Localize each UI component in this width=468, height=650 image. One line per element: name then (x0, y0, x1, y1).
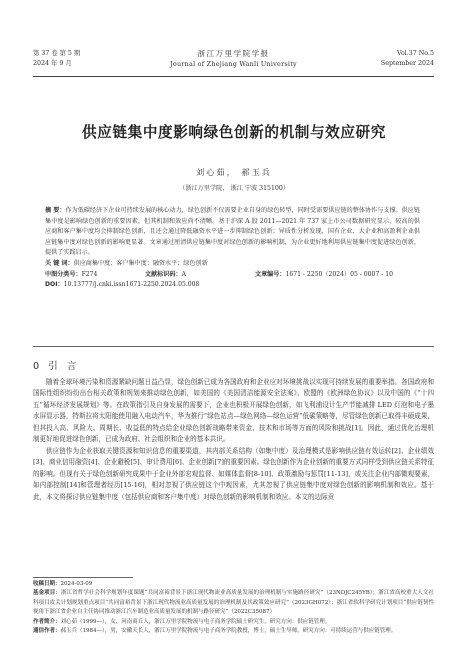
doi-value: 10.13777/j.cnki.issn1671-2250.2024.05.008 (63, 281, 200, 289)
fund-info (33, 589, 434, 617)
received-label: 收稿日期： (33, 581, 61, 587)
abstract (45, 206, 420, 259)
section-heading-introduction: 0 引 言 (33, 361, 80, 372)
doi (45, 280, 420, 291)
fund-value: 浙江省哲学社会科学规划年度课题“共同富裕背景下浙江现代物流业高质量发展的治理机制与实施路径研究”（23NDJC245YB）；浙江省高校重大人文社科项目攻关计划规划重点项目“共同富裕背景下浙江现代物流业高质量发展的治理机制及其政策效应研究”（2023GH072）；浙江省软科学研究计划项目“供应链韧性视角下浙江省企业自主任协同推动浙江汽车制造业高质量发展的机制与路径研究”（2022C35087） (33, 590, 434, 616)
corresponding-label: 通信作者： (33, 628, 61, 635)
doi-label: DOI： (45, 281, 64, 289)
running-header (33, 49, 434, 77)
abstract-rule (33, 346, 434, 347)
journal-name-cn: 浙江万里学院学报 (197, 49, 270, 58)
abstract-text: 作为低碳经济下企业可持续发展的核心动力，绿色创新不仅需要企业自身的绿色转型，同时受需要供应链的整体协作与支撑。供应链集中度是影响绿色创新的重要因素，但其机制和效应尚不清晰。基于沪深 A 股 2011—2021 年 737 家上市公司数据研究显示，较高的供应商和客户集中度均会抑制绿色创新，且还会通过降低融资水平进一步抑制绿色创新；异质性分析发现，国有企业、大企业和高盈利企业供应链集中度对绿色创新的影响更显著。文章通过厘清供应链集中度对绿色创新的影响机制，为企业更好地利用供应链集中度促进绿色创新，提供了实践启示。 (45, 207, 421, 257)
keywords-text: 供应商集中度；客户集中度；融资水平；绿色创新 (73, 259, 208, 267)
author-bio-label: 作者简介： (33, 618, 61, 625)
volume-issue-cn: 第 37 卷 第 5 期 (33, 50, 81, 57)
author-bio (33, 618, 434, 627)
corresponding-value: 郝玉兵（1984—），男，安徽天长人，浙江万里学院物流与电子商务学院教授，博士，硕士生导师，研究方向：可持续运营与供应链管理。 (60, 628, 397, 635)
abstract-label: 摘 要： (45, 207, 66, 214)
intro-paragraph-1: 随着全球环境污染和资源紧缺问题日益凸显，绿色创新已成为各国政府和企业应对环境挑战以实现可持续发展的重要举措。各国政府和国际性组织纷纷出台相关政策和规划来推动绿色创新，如美国的《美国清洁能源安全法案》、欧盟的《欧洲绿色协议》以及中国的《“十四五”循环经济发展规划》等。在政策指引及自身发展的需要下，企业也积极开展绿色创新，如飞利浦设计生产节能减排 LED 灯泡和电子墨水屏显示器，特斯拉将太阳能使用融入电动汽车，华为推行“绿色站点—绿色网络—绿色运营”低碳策略等，尽管绿色创新已取得丰硕成果，但其投入高、风险大、周期长、收益低的特点给企业绿色创新战略带来资金、技术和市场等方面的风险和挑战[1]。因此，通过优化治理机制更好地促进绿色创新，已成为政府、社会组织和企业的基本共识。 (33, 378, 434, 444)
keywords-label: 关 键 词： (45, 259, 74, 267)
footnotes (33, 580, 434, 636)
introduction-body (33, 377, 434, 503)
article-number-field (255, 270, 393, 281)
fund-label: 基金项目： (33, 590, 61, 597)
paper-authors: 刘心茹， 郝玉兵 (196, 167, 272, 177)
header-rule (33, 76, 434, 77)
received-value: 2024-03-09 (60, 581, 93, 587)
paper-title: 供应链集中度影响绿色创新的机制与效应研究 (82, 124, 386, 141)
article-number-value: 1671 - 2250（2024）05 - 0007 - 10 (285, 270, 393, 278)
doc-code-field (145, 270, 255, 281)
article-number-label: 文章编号： (255, 270, 286, 278)
journal-name (33, 49, 434, 69)
clc-label: 中图分类号： (45, 270, 82, 278)
intro-paragraph-2: 供应链作为企业获取关键资源和知识信息的重要渠道，其内部关系结构（如集中度）及治理模式是影响供应链有效运转[2]、企业绩效[3]、商业信用融资[4]、企业避税[5]、审计费用[6]、企业创新[7]的重要因素。绿色创新作为企业创新的重要方式同样受到供应链关系特征的影响。但现有关于绿色创新研究成果中于企业外部宏观监督、如媒体监督[8-10]、政策激励与惩罚[11-13]，或关注企业内部微观要素，如内部控制[14]和管理者经历[15-16]，相对忽视了供应链这个中观因素，尤其忽视了供应链集中度对绿色创新的影响机制和效应。基于此，本文将探讨供应链集中度（包括供应商和客户集中度）对绿色创新的影响机制和效应。本文的边际贡 (33, 446, 434, 501)
date-cn: 2024 年 9 月 (33, 60, 72, 67)
abstract-block (45, 206, 420, 291)
received-date (33, 580, 434, 589)
header-right (381, 49, 434, 69)
journal-name-en: Journal of Zhejiang Wanli University (170, 60, 297, 68)
corresponding-author (33, 627, 434, 636)
clc-field (45, 270, 145, 281)
date-en: September 2024 (380, 60, 434, 67)
author-bio-value: 刘心茹（1999—），女，河南商丘人，浙江万里学院物流与电子商务学院硕士研究生，研究方向：供应链管理。 (60, 618, 331, 625)
footnote-rule (33, 577, 133, 578)
classification-row (45, 270, 420, 281)
doc-code-value: A (181, 270, 186, 278)
doc-code-label: 文献标识码： (145, 270, 182, 278)
keywords (45, 259, 420, 270)
paper-affiliation: （浙江万里学院， 浙江 宁波 315100） (179, 185, 289, 192)
clc-value: F274 (81, 270, 98, 278)
volume-issue-en: Vol.37 No.5 (397, 50, 434, 57)
